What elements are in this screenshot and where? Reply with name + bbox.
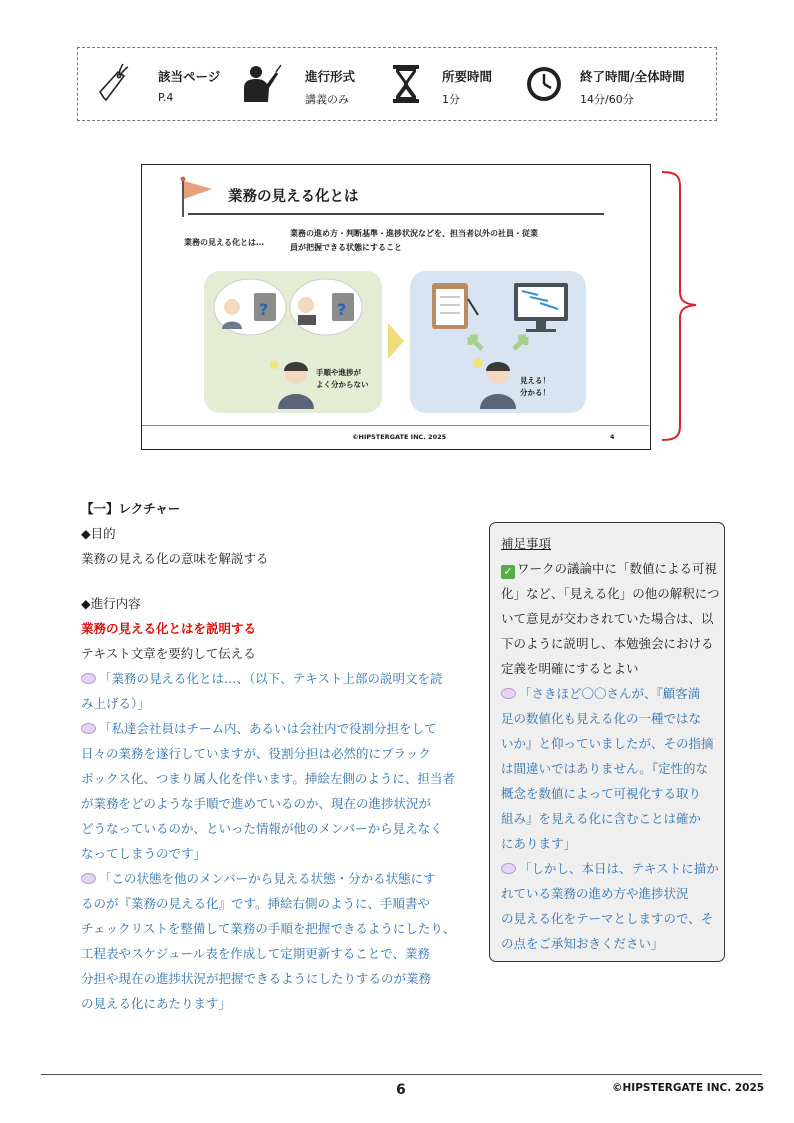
footer-page-number: 6 bbox=[396, 1082, 406, 1098]
side-note-line bbox=[501, 606, 714, 631]
side-note-quote-text: は間違いではありません。『定性的な bbox=[501, 761, 709, 776]
script-line-text: なってしまうのです」 bbox=[81, 846, 207, 861]
script-line bbox=[81, 916, 455, 941]
info-title: 所要時間 bbox=[442, 69, 493, 84]
side-note-line bbox=[501, 656, 639, 681]
content-heading: ◆進行内容 bbox=[81, 596, 141, 611]
side-note-quote-line bbox=[501, 831, 576, 856]
caption-line: 手順や進捗が bbox=[316, 368, 361, 377]
purpose-heading: ◆目的 bbox=[81, 526, 116, 541]
info-title: 終了時間/全体時間 bbox=[580, 69, 685, 84]
slide-definition bbox=[290, 227, 610, 255]
side-note-quote-text: の見える化をテーマとしますので、そ bbox=[501, 911, 714, 926]
script-line bbox=[81, 841, 206, 866]
section-heading: 【一】レクチャー bbox=[81, 501, 181, 516]
invisible-work-illustration bbox=[204, 271, 382, 413]
speech-bubble-icon bbox=[81, 723, 96, 734]
script-line bbox=[81, 741, 431, 766]
script-line bbox=[81, 766, 455, 791]
side-note-quote-text: れている業務の進め方や進捗状況 bbox=[501, 886, 689, 901]
side-note-line bbox=[501, 631, 714, 656]
lecturer-icon bbox=[238, 62, 282, 106]
svg-text:?: ? bbox=[337, 300, 347, 319]
script-line-text: るのが『業務の見える化』です。挿絵右側のように、手順書や bbox=[81, 896, 431, 911]
script-line-text: 分担や現在の進捗状況が把握できるようにしたりするのが業務 bbox=[81, 971, 432, 986]
info-value: 講義のみ bbox=[305, 93, 349, 106]
script-line-text: どうなっているのか、といった情報が他のメンバーから見えなく bbox=[81, 821, 443, 836]
side-note-quote-text: 概念を数値によって可視化する取り bbox=[501, 786, 702, 801]
footer-copyright: ©HIPSTERGATE INC. 2025 bbox=[612, 1082, 765, 1094]
speech-bubble-icon bbox=[501, 863, 516, 874]
slide-title-rule bbox=[188, 213, 604, 215]
script-line bbox=[81, 666, 443, 691]
script-line-text: 「業務の見える化とは…、（以下、テキスト上部の説明文を読 bbox=[99, 671, 443, 686]
info-value: 14分/60分 bbox=[580, 93, 634, 106]
side-note-heading: 補足事項 bbox=[501, 536, 552, 551]
side-note-line-text: ワークの議論中に「数値による可視 bbox=[517, 561, 718, 576]
script-line bbox=[81, 816, 443, 841]
caption-line: 分かる！ bbox=[520, 388, 550, 397]
script-line bbox=[81, 791, 431, 816]
left-caption bbox=[316, 367, 369, 391]
script-line-text: 工程表やスケジュール表を作成して定期更新することで、業務 bbox=[81, 946, 431, 961]
script-line bbox=[81, 941, 430, 966]
script-line bbox=[81, 991, 231, 1016]
purpose-text: 業務の見える化の意味を解説する bbox=[81, 551, 269, 566]
side-note-quote-text: 組み』を見える化に含むことは確か bbox=[501, 811, 702, 826]
side-note-quote-line bbox=[501, 706, 701, 731]
script-line bbox=[81, 691, 150, 716]
side-note-quote-line bbox=[501, 731, 714, 756]
price-tag-icon bbox=[92, 62, 136, 106]
script-line bbox=[81, 891, 430, 916]
side-note-quote-line bbox=[501, 756, 708, 781]
caption-line: 見える！ bbox=[520, 376, 550, 385]
side-note-quote-text: いか』と仰っていましたが、その指摘 bbox=[501, 736, 714, 751]
side-note-quote-text: 「さきほど〇〇さんが、『顧客満 bbox=[519, 686, 701, 701]
slide-title: 業務の見える化とは bbox=[228, 189, 359, 205]
side-note-quote-line bbox=[501, 681, 700, 706]
clock-icon bbox=[522, 62, 566, 106]
slide-page-number: 4 bbox=[610, 433, 615, 441]
script-line-text: が業務をどのような手順で進めているのか、現在の進捗状況が bbox=[81, 796, 432, 811]
footer-rule bbox=[41, 1074, 762, 1075]
info-title: 該当ページ bbox=[158, 69, 221, 84]
slide-definition-line: 業務の進め方・判断基準・進捗状況などを、担当者以外の社員・従業 bbox=[290, 229, 538, 238]
side-note-line-text: いて意見が交わされていた場合は、以 bbox=[501, 611, 714, 626]
side-note-quote-line bbox=[501, 906, 713, 931]
info-title: 進行形式 bbox=[305, 69, 356, 84]
slide-footer-rule bbox=[142, 425, 649, 426]
script-line-text: の見える化にあたります」 bbox=[81, 996, 232, 1011]
hourglass-icon bbox=[384, 62, 428, 106]
content-instruction: テキスト文章を要約して伝える bbox=[81, 646, 256, 661]
speech-bubble-icon bbox=[81, 673, 96, 684]
visible-work-illustration bbox=[410, 271, 586, 413]
slide-copyright: ©HIPSTERGATE INC. 2025 bbox=[352, 433, 447, 441]
side-note-quote-line bbox=[501, 931, 664, 956]
caption-line: よく分からない bbox=[316, 380, 369, 389]
script-line-text: ボックス化、つまり属人化を伴います。挿絵左側のように、担当者 bbox=[81, 771, 455, 786]
speech-bubble-icon bbox=[81, 873, 96, 884]
side-note-quote-line bbox=[501, 806, 701, 831]
side-note-quote-text: にあります」 bbox=[501, 836, 577, 851]
slide-definition-line: 員が把握できる状態にすること bbox=[290, 243, 402, 252]
script-line bbox=[81, 716, 437, 741]
slide-thumbnail bbox=[141, 164, 651, 450]
script-line bbox=[81, 966, 431, 991]
slide-lead: 業務の見える化とは… bbox=[184, 238, 264, 247]
script-line-text: 「この状態を他のメンバーから見える状態・分かる状態にす bbox=[99, 871, 436, 886]
side-note-quote-line bbox=[501, 856, 719, 881]
script-line-text: 日々の業務を遂行していますが、役割分担は必然的にブラック bbox=[81, 746, 431, 761]
side-note-quote-line bbox=[501, 881, 689, 906]
right-caption bbox=[520, 375, 550, 399]
script-line-text: チェックリストを整備して業務の手順を把握できるようにしたり、 bbox=[81, 921, 456, 936]
side-note-quote-text: 「しかし、本日は、テキストに描か bbox=[519, 861, 719, 876]
illustration-invisible-panel bbox=[204, 271, 382, 413]
side-note-line-text: 定義を明確にするとよい bbox=[501, 661, 639, 676]
script-line bbox=[81, 866, 436, 891]
side-note-box bbox=[489, 522, 725, 962]
info-value: 1分 bbox=[442, 93, 460, 106]
side-note-line bbox=[501, 581, 720, 606]
info-box bbox=[77, 47, 717, 121]
content-highlight: 業務の見える化とはを説明する bbox=[81, 621, 257, 636]
script-line-text: 「私達会社員はチーム内、あるいは会社内で役割分担をして bbox=[99, 721, 437, 736]
side-note-quote-line bbox=[501, 781, 701, 806]
checkmark-icon: ✓ bbox=[501, 565, 515, 579]
svg-text:?: ? bbox=[259, 300, 269, 319]
side-note-line-text: 化」など、「見える化」の他の解釈につ bbox=[501, 586, 720, 601]
side-note-line bbox=[501, 556, 717, 581]
side-note-quote-text: の点をご承知おきください」 bbox=[501, 936, 664, 951]
bracket-icon bbox=[660, 170, 700, 442]
side-note-line-text: 下のように説明し、本勉強会における bbox=[501, 636, 714, 651]
info-value: P.4 bbox=[158, 91, 174, 104]
arrow-right-icon bbox=[388, 323, 404, 359]
script-line-text: み上げる）」 bbox=[81, 696, 150, 711]
illustration-visible-panel bbox=[410, 271, 586, 413]
speech-bubble-icon bbox=[501, 688, 516, 699]
side-note-quote-text: 足の数値化も見える化の一種ではな bbox=[501, 711, 702, 726]
